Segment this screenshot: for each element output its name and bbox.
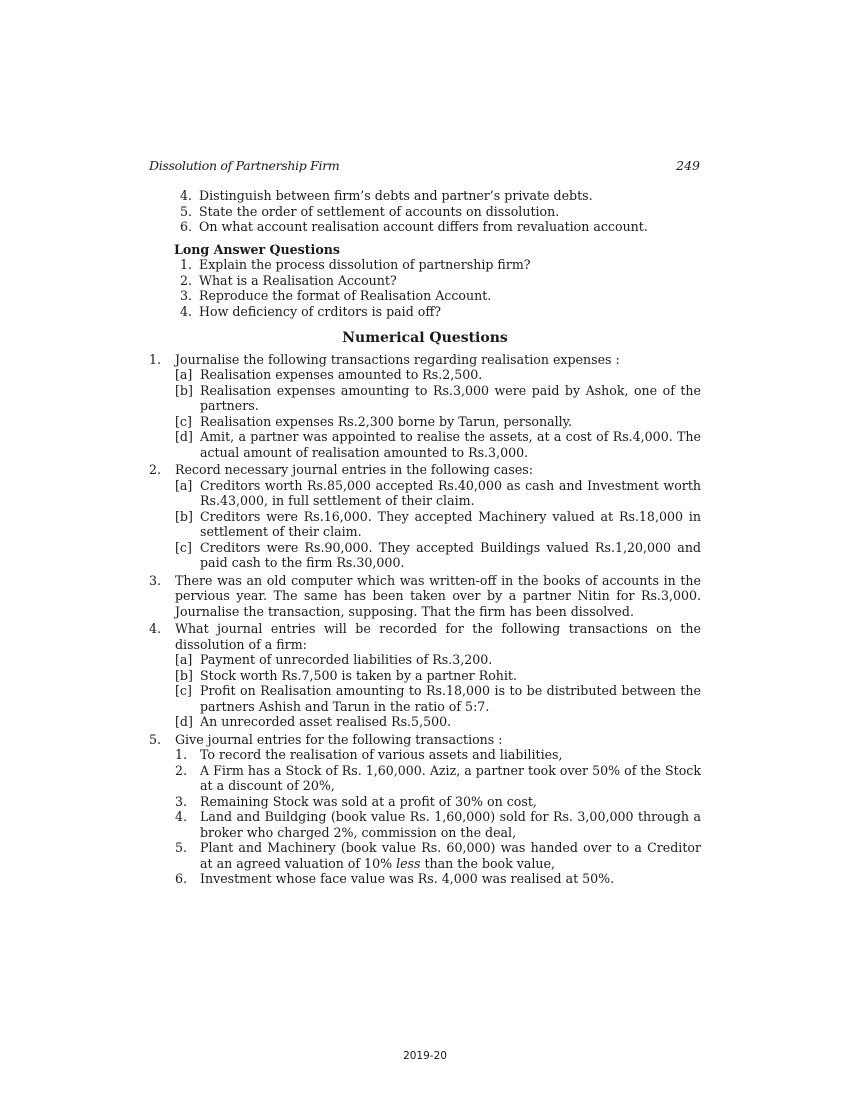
- question-text: Give journal entries for the following transactions :: [175, 731, 503, 747]
- question-text: Journalise the following transactions regarding realisation expenses :: [175, 351, 620, 367]
- sub-question: [175, 840, 701, 871]
- sub-question: [175, 763, 701, 794]
- sub-question: [175, 478, 701, 509]
- question-number: 2.: [149, 462, 162, 477]
- sub-question: [175, 871, 701, 887]
- sub-text-part: than the book value,: [420, 855, 555, 871]
- sub-number: [a]: [175, 367, 193, 382]
- sub-question: [175, 668, 701, 684]
- sub-question: [175, 714, 701, 730]
- sub-question: [175, 683, 701, 714]
- sub-number: 4.: [175, 809, 188, 824]
- sub-text: [200, 840, 701, 871]
- short-questions-list: [149, 188, 701, 235]
- item-number: 6.: [179, 219, 192, 234]
- sub-question: [175, 540, 701, 571]
- question-number: 5.: [149, 731, 162, 747]
- numerical-question: [149, 621, 701, 730]
- numerical-question: [149, 573, 701, 620]
- sub-number: [a]: [175, 652, 193, 667]
- list-item: [149, 219, 701, 235]
- long-answer-list: [149, 257, 701, 319]
- numerical-question: [149, 352, 701, 461]
- numerical-question: [149, 732, 701, 887]
- sub-text: Profit on Realisation amounting to Rs.18,000 is to be distributed between the partners Ashish and Tarun in the ratio of 5:7.: [200, 683, 701, 714]
- sub-number: [d]: [175, 714, 193, 729]
- sub-question: [175, 414, 701, 430]
- sub-number: [c]: [175, 683, 192, 698]
- long-answer-heading: Long Answer Questions: [174, 241, 340, 257]
- item-text: What is a Realisation Account?: [199, 272, 397, 288]
- sub-text: Creditors were Rs.16,000. They accepted Machinery valued at Rs.18,000 in settlement of their claim.: [200, 508, 701, 539]
- sub-number: [b]: [175, 508, 193, 524]
- sub-text: Creditors worth Rs.85,000 accepted Rs.40,000 as cash and Investment worth Rs.43,000, in full settlement of their claim.: [200, 477, 701, 508]
- sub-text: Realisation expenses amounting to Rs.3,000 were paid by Ashok, one of the partners.: [200, 382, 701, 413]
- sub-text: Amit, a partner was appointed to realise the assets, at a cost of Rs.4,000. The actual amount of realisation amounted to Rs.3,000.: [200, 429, 701, 460]
- sub-text: To record the realisation of various assets and liabilities,: [200, 747, 563, 762]
- sub-number: 6.: [175, 871, 188, 886]
- question-text: What journal entries will be recorded for the following transactions on the dissolution of a firm:: [175, 621, 701, 652]
- sub-number: [b]: [175, 382, 193, 398]
- footer-year: 2019-20: [403, 1050, 447, 1062]
- item-number: 4.: [179, 188, 192, 203]
- page-number: 249: [676, 158, 700, 173]
- running-header-title: Dissolution of Partnership Firm: [149, 158, 340, 173]
- numerical-heading: Numerical Questions: [342, 330, 508, 346]
- question-text: Record necessary journal entries in the following cases:: [175, 462, 533, 477]
- sub-text: Payment of unrecorded liabilities of Rs.3,200.: [200, 652, 493, 667]
- list-item: [149, 204, 701, 220]
- sub-text-part: Plant and Machinery (book value Rs. 60,000) was handed over to a Creditor at an agreed valuation of 10%: [200, 840, 701, 871]
- question-number: 4.: [149, 621, 162, 636]
- sub-question: [175, 383, 701, 414]
- sub-question: [175, 809, 701, 840]
- sub-number: 1.: [175, 747, 188, 762]
- list-item: [149, 288, 701, 304]
- item-text: State the order of settlement of accounts on dissolution.: [199, 203, 560, 219]
- list-item: [149, 188, 701, 204]
- question-text: There was an old computer which was written-off in the books of accounts in the pervious year. The same has been taken over by a partner Nitin for Rs.3,000. Journalise the transaction, supposing. That the firm has been dissolved.: [175, 572, 701, 619]
- sub-text: An unrecorded asset realised Rs.5,500.: [200, 714, 452, 729]
- sub-number: 5.: [175, 840, 188, 855]
- item-text: Reproduce the format of Realisation Account.: [199, 288, 492, 303]
- page-content: [149, 188, 701, 887]
- question-number: 3.: [149, 572, 162, 588]
- sub-text: Land and Buildging (book value Rs. 1,60,000) sold for Rs. 3,00,000 through a broker who charged 2%, commission on the deal,: [200, 809, 701, 840]
- list-item: [149, 273, 701, 289]
- sub-question: [175, 652, 701, 668]
- list-item: [149, 257, 701, 273]
- item-text: How deficiency of crditors is paid off?: [199, 303, 442, 319]
- emphasis-text: less: [396, 855, 421, 871]
- item-number: 5.: [179, 203, 192, 219]
- sub-number: [d]: [175, 429, 193, 444]
- item-number: 1.: [179, 257, 192, 272]
- item-text: Distinguish between firm’s debts and partner’s private debts.: [199, 188, 593, 203]
- sub-text: Realisation expenses amounted to Rs.2,500.: [200, 367, 483, 382]
- sub-question: [175, 509, 701, 540]
- sub-text: Creditors were Rs.90,000. They accepted Buildings valued Rs.1,20,000 and paid cash to the firm Rs.30,000.: [200, 539, 701, 570]
- sub-number: 2.: [175, 762, 188, 778]
- list-item: [149, 304, 701, 320]
- numerical-question: [149, 462, 701, 571]
- sub-number: 3.: [175, 793, 188, 809]
- item-number: 3.: [179, 288, 192, 303]
- sub-question: [175, 747, 701, 763]
- sub-text: Realisation expenses Rs.2,300 borne by Tarun, personally.: [200, 413, 573, 429]
- sub-question: [175, 367, 701, 383]
- sub-text: A Firm has a Stock of Rs. 1,60,000. Aziz, a partner took over 50% of the Stock at a discount of 20%,: [200, 762, 701, 793]
- sub-question: [175, 794, 701, 810]
- sub-text: Remaining Stock was sold at a profit of 30% on cost,: [200, 793, 537, 809]
- item-number: 2.: [179, 272, 192, 288]
- sub-text: Stock worth Rs.7,500 is taken by a partner Rohit.: [200, 667, 517, 683]
- sub-number: [c]: [175, 539, 192, 555]
- sub-number: [b]: [175, 667, 193, 683]
- question-number: 1.: [149, 351, 162, 367]
- sub-text: Investment whose face value was Rs. 4,000 was realised at 50%.: [200, 871, 615, 886]
- sub-question: [175, 429, 701, 460]
- sub-number: [c]: [175, 413, 192, 429]
- item-number: 4.: [179, 303, 192, 319]
- item-text: Explain the process dissolution of partnership firm?: [199, 257, 531, 272]
- item-text: On what account realisation account differs from revaluation account.: [199, 219, 648, 234]
- sub-number: [a]: [175, 477, 193, 493]
